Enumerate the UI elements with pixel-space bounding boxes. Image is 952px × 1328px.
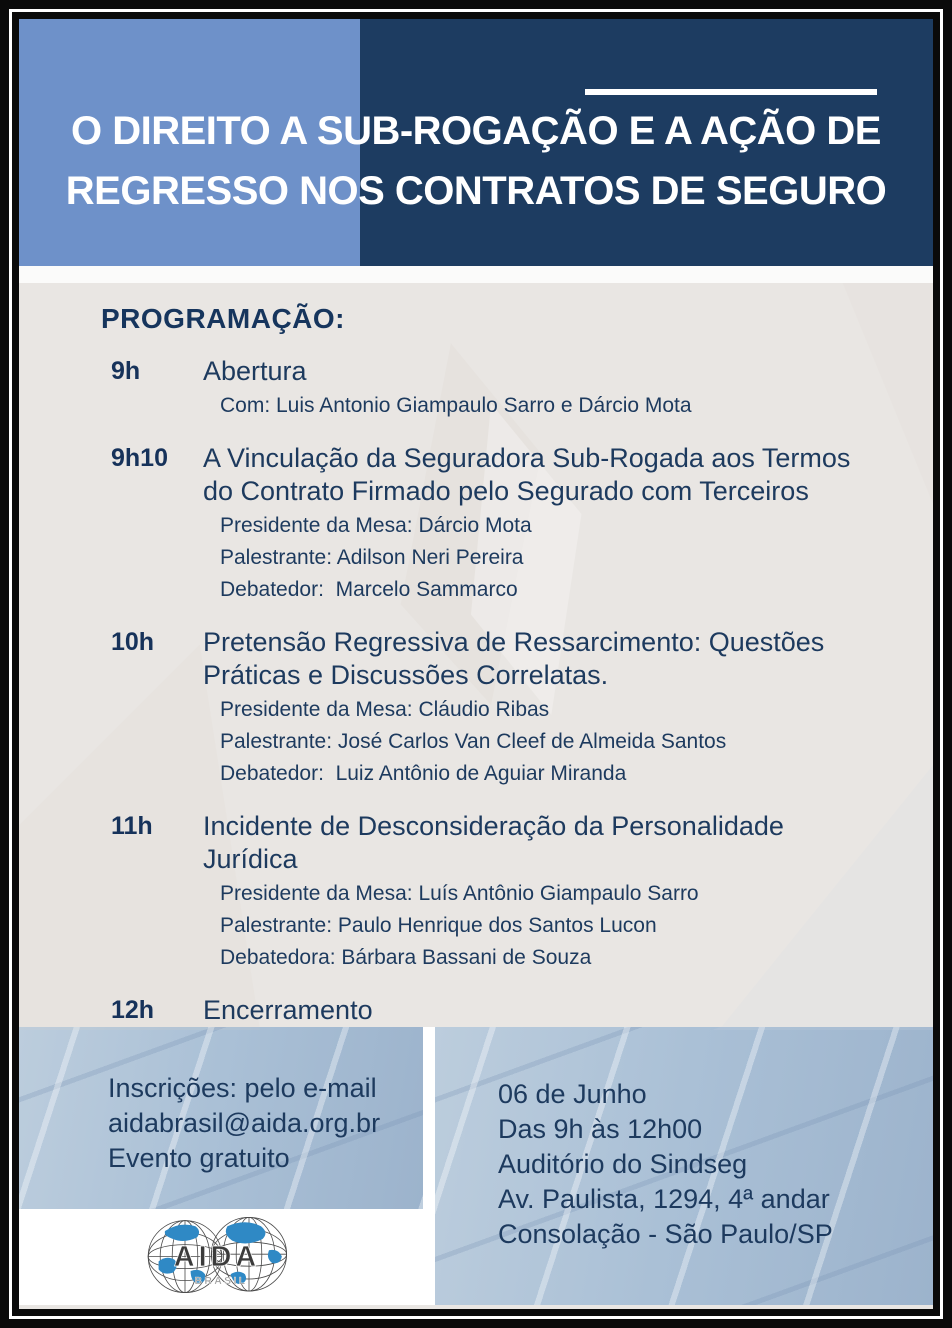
event-address: Av. Paulista, 1294, 4ª andar bbox=[498, 1184, 830, 1214]
time-label: 10h bbox=[111, 628, 155, 656]
footer-left-column bbox=[19, 1027, 423, 1305]
event-title-line2: REGRESSO NOS CONTRATOS DE SEGURO bbox=[65, 169, 887, 213]
program-section bbox=[19, 283, 933, 1027]
registration-line-email-label: Inscrições: pelo e-mail bbox=[108, 1073, 377, 1103]
footer-column-gap bbox=[423, 1027, 435, 1305]
registration-free-label: Evento gratuito bbox=[108, 1143, 290, 1173]
hero-divider bbox=[19, 266, 933, 283]
session-detail: Presidente da Mesa: Luís Antônio Giampaulo Sarro bbox=[220, 882, 699, 905]
session-detail: Presidente da Mesa: Dárcio Mota bbox=[220, 514, 532, 537]
session-title: Abertura bbox=[203, 356, 307, 386]
event-date: 06 de Junho bbox=[498, 1079, 647, 1109]
hero-banner bbox=[19, 19, 933, 266]
event-city: Consolação - São Paulo/SP bbox=[498, 1219, 833, 1249]
aida-logo bbox=[141, 1215, 301, 1299]
session-detail: Palestrante: Paulo Henrique dos Santos Lucon bbox=[220, 914, 657, 937]
session-title: A Vinculação da Seguradora Sub-Rogada aos Termos do Contrato Firmado pelo Segurado com Terceiros bbox=[203, 443, 851, 506]
time-label: 12h bbox=[111, 996, 155, 1024]
session-title: Pretensão Regressiva de Ressarcimento: Questões Práticas e Discussões Correlatas. bbox=[203, 627, 825, 690]
program-item-10h bbox=[111, 626, 903, 790]
session-detail: Debatedor: Marcelo Sammarco bbox=[220, 578, 518, 601]
event-time: Das 9h às 12h00 bbox=[498, 1114, 703, 1144]
registration-box bbox=[19, 1027, 423, 1209]
session-detail: Debatedor: Luiz Antônio de Aguiar Miranda bbox=[220, 762, 627, 785]
event-title-line1: O DIREITO A SUB-ROGAÇÃO E A AÇÃO DE bbox=[71, 109, 881, 153]
hero-underline bbox=[585, 89, 877, 95]
logo-subtitle: BRASIL bbox=[194, 1275, 248, 1287]
footer-right-column bbox=[435, 1027, 933, 1305]
time-label: 11h bbox=[111, 812, 153, 840]
session-detail: Com: Luis Antonio Giampaulo Sarro e Dárcio Mota bbox=[220, 394, 692, 417]
registration-email: aidabrasil@aida.org.br bbox=[108, 1108, 381, 1138]
session-detail: Palestrante: Adilson Neri Pereira bbox=[220, 546, 524, 569]
session-detail: Palestrante: José Carlos Van Cleef de Almeida Santos bbox=[220, 730, 727, 753]
program-item-11h bbox=[111, 810, 903, 974]
logo-wordmark: AIDA bbox=[173, 1241, 261, 1274]
session-title: Encerramento bbox=[203, 995, 373, 1025]
poster-frame bbox=[9, 9, 943, 1319]
poster-content bbox=[19, 19, 933, 1309]
event-info-box bbox=[435, 1027, 933, 1305]
program-item-9h bbox=[111, 355, 903, 422]
footer-section bbox=[19, 1027, 933, 1305]
program-item-9h10 bbox=[111, 442, 903, 606]
event-venue: Auditório do Sindseg bbox=[498, 1149, 748, 1179]
logo-area bbox=[19, 1209, 423, 1305]
time-label: 9h bbox=[111, 357, 141, 385]
session-detail: Presidente da Mesa: Cláudio Ribas bbox=[220, 698, 550, 721]
time-label: 9h10 bbox=[111, 444, 168, 472]
session-title: Incidente de Desconsideração da Personalidade Jurídica bbox=[203, 811, 784, 874]
program-heading: PROGRAMAÇÃO: bbox=[101, 303, 345, 334]
program-item-12h bbox=[111, 994, 903, 1027]
session-detail: Debatedora: Bárbara Bassani de Souza bbox=[220, 946, 592, 969]
event-title bbox=[19, 101, 933, 221]
